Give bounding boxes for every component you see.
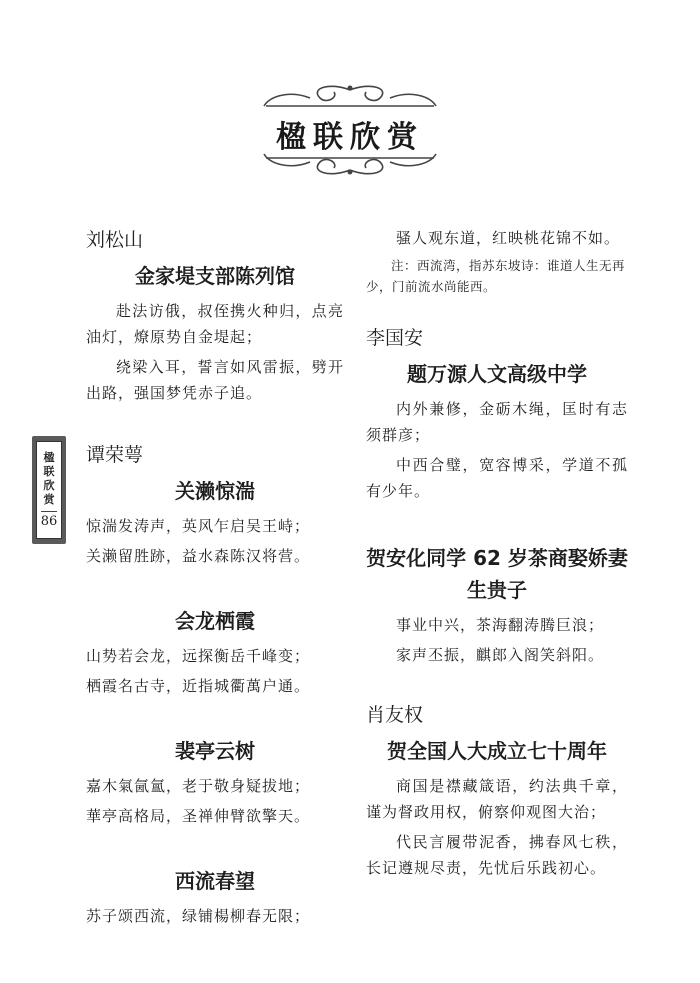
author-name: 李国安 [366, 327, 424, 349]
couplet-line: 代民言履带泥香，拂春风七秩，长记遵规尽责，先忧后乐践初心。 [366, 833, 628, 877]
couplet-line: 骚人观东道，红映桃花锦不如。 [396, 229, 621, 247]
couplet-title: 题万源人文高级中学 [407, 362, 587, 386]
couplet-title: 关濑惊湍 [175, 479, 255, 503]
couplet-line: 绕梁入耳，誓言如风雷振，劈开出路，强国梦凭赤子追。 [86, 358, 344, 402]
couplet-title: 西流春望 [175, 869, 255, 893]
author-name: 谭荣萼 [86, 444, 144, 466]
left-column [86, 225, 344, 933]
couplet-line: 中西合璧，宽容博采，学道不孤有少年。 [366, 456, 628, 500]
couplet-line: 惊湍发涛声，英风乍启吴王峙； [86, 517, 311, 535]
couplet-title: 金家堤支部陈列馆 [135, 264, 295, 288]
author-name: 肖友权 [366, 704, 424, 726]
couplet-line: 关濑留胜跡，益水森陈汉将营。 [86, 547, 311, 565]
couplet-line: 事业中兴，茶海翻涛腾巨浪； [396, 616, 605, 634]
side-tab-char: 赏 [43, 493, 55, 506]
couplet-title: 裴亭云树 [175, 739, 255, 763]
page-number: 86 [41, 511, 58, 529]
couplet-title: 会龙栖霞 [175, 609, 255, 633]
side-section-tab [32, 436, 66, 544]
couplet-line: 苏子颂西流，绿铺楊柳春无限； [86, 907, 311, 925]
couplet-line: 内外兼修，金砺木绳，匡时有志须群彦； [366, 400, 628, 444]
couplet-line: 赴法访俄，叔侄携火种归，点亮油灯，燎原势自金堤起； [86, 302, 344, 346]
couplet-line: 栖霞名古寺，近指城衢萬户通。 [86, 677, 311, 695]
side-tab-char: 楹 [43, 451, 55, 464]
couplet-line: 華亭高格局，圣禅伸臂欲擎天。 [86, 807, 311, 825]
couplet-title: 贺安化同学 62 岁茶商娶娇妻生贵子 [366, 546, 628, 602]
footnote: 注：西流湾，指苏东坡诗：谁道人生无再少，门前流水尚能西。 [366, 258, 626, 294]
couplet-line: 山势若会龙，远探衡岳千峰变； [86, 647, 311, 665]
couplet-title: 贺全国人大成立七十周年 [387, 739, 607, 763]
side-tab-char: 欣 [43, 479, 55, 492]
author-name: 刘松山 [86, 229, 144, 251]
couplet-line: 家声丕振，麒郎入阁笑斜阳。 [396, 646, 605, 664]
column-title: 楹联欣赏 [276, 120, 424, 155]
couplet-line: 商国是襟藏箴语，约法典千章，谨为督政用权，俯察仰观图大治； [366, 777, 628, 821]
side-tab-char: 联 [43, 465, 55, 478]
couplet-line: 嘉木氣氤氳，老于敬身疑拔地； [86, 777, 311, 795]
right-column [366, 225, 628, 885]
